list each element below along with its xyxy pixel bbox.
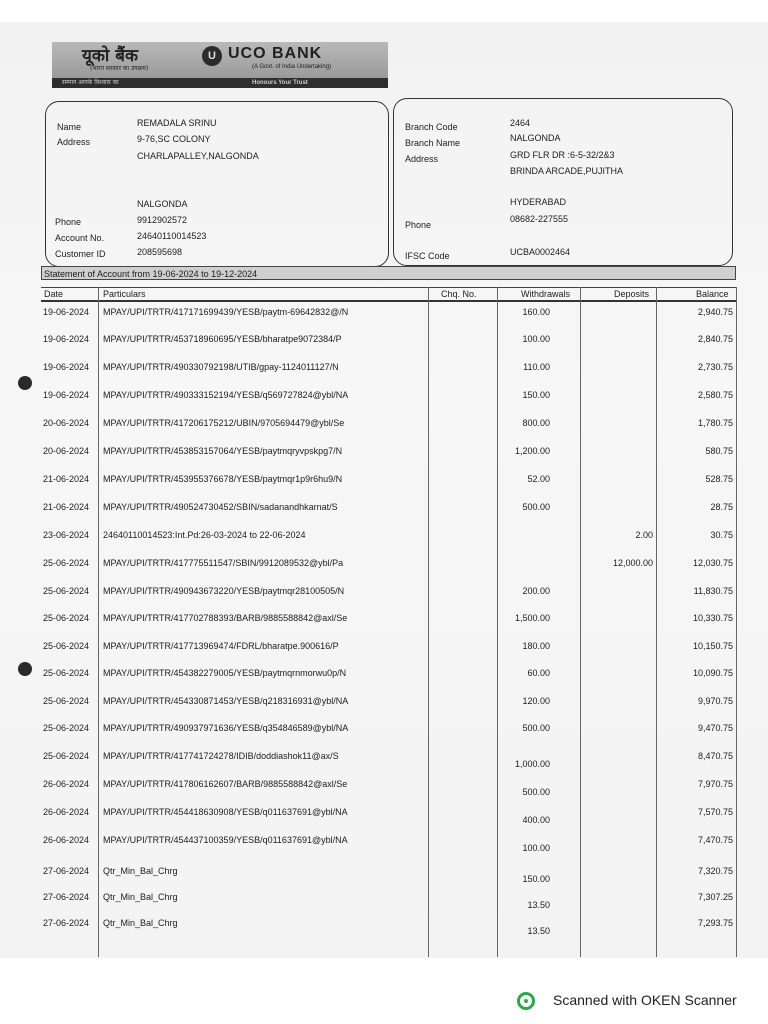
row-date: 19-06-2024	[43, 362, 90, 372]
row-balance: 528.75	[705, 474, 733, 484]
bank-tagline-bar	[52, 78, 388, 88]
row-date: 20-06-2024	[43, 446, 90, 456]
header-date: Date	[44, 289, 64, 299]
row-particulars: MPAY/UPI/TRTR/490524730452/SBIN/sadanandhkarnat/S	[103, 502, 338, 512]
customer-address-line2: CHARLAPALLEY,NALGONDA	[137, 151, 259, 161]
row-particulars: MPAY/UPI/TRTR/490943673220/YESB/paytmqr28100505/N	[103, 586, 345, 596]
row-withdrawal: 500.00	[522, 723, 550, 733]
bank-name: UCO BANK	[228, 45, 323, 62]
row-particulars: MPAY/UPI/TRTR/417806162607/BARB/9885588842@axl/Se	[103, 779, 348, 789]
row-particulars: MPAY/UPI/TRTR/490333152194/YESB/q569727824@ybl/NA	[103, 390, 349, 400]
row-date: 25-06-2024	[43, 558, 90, 568]
row-withdrawal: 400.00	[522, 815, 550, 825]
header-deposits: Deposits	[614, 289, 650, 299]
branch-code: 2464	[510, 118, 531, 128]
row-balance: 580.75	[705, 446, 733, 456]
row-date: 26-06-2024	[43, 807, 90, 817]
branch-phone: 08682-227555	[510, 214, 569, 224]
row-withdrawal: 13.50	[527, 926, 550, 936]
row-withdrawal: 150.00	[522, 390, 550, 400]
row-particulars: MPAY/UPI/TRTR/417206175212/UBIN/9705694479@ybl/Se	[103, 418, 345, 428]
row-date: 25-06-2024	[43, 723, 90, 733]
row-date: 25-06-2024	[43, 696, 90, 706]
row-balance: 10,150.75	[692, 641, 733, 651]
table-header	[41, 287, 736, 302]
row-date: 19-06-2024	[43, 307, 90, 317]
row-date: 26-06-2024	[43, 835, 90, 845]
row-particulars: MPAY/UPI/TRTR/454382279005/YESB/paytmqrnmorwu0p/N	[103, 668, 347, 678]
row-balance: 12,030.75	[692, 558, 733, 568]
header-balance: Balance	[696, 289, 729, 299]
row-balance: 7,470.75	[697, 835, 733, 845]
branch-address-line1: GRD FLR DR :6-5-32/2&3	[510, 150, 615, 160]
row-particulars: MPAY/UPI/TRTR/417775511547/SBIN/9912089532@ybl/Pa	[103, 558, 344, 568]
row-withdrawal: 500.00	[522, 502, 550, 512]
row-particulars: MPAY/UPI/TRTR/453955376678/YESB/paytmqr1p9r6hu9/N	[103, 474, 343, 484]
row-withdrawal: 1,200.00	[514, 446, 550, 456]
branch-address-line2: BRINDA ARCADE,PUJITHA	[510, 166, 624, 176]
customer-city: NALGONDA	[137, 199, 188, 209]
row-balance: 8,470.75	[697, 751, 733, 761]
row-date: 27-06-2024	[43, 918, 90, 928]
row-balance: 7,307.25	[697, 892, 733, 902]
row-date: 25-06-2024	[43, 613, 90, 623]
row-withdrawal: 150.00	[522, 874, 550, 884]
row-date: 19-06-2024	[43, 390, 90, 400]
oken-scanner-logo-icon	[517, 992, 535, 1010]
punch-hole	[18, 376, 32, 390]
row-date: 27-06-2024	[43, 866, 90, 876]
row-particulars: 24640110014523:Int.Pd:26-03-2024 to 22-06-2024	[103, 530, 306, 540]
row-balance: 30.75	[710, 530, 733, 540]
row-withdrawal: 160.00	[522, 307, 550, 317]
row-particulars: Qtr_Min_Bal_Chrg	[103, 892, 178, 902]
bank-logo	[52, 42, 388, 78]
row-particulars: MPAY/UPI/TRTR/417713969474/FDRL/bharatpe.900616/P	[103, 641, 339, 651]
row-withdrawal: 180.00	[522, 641, 550, 651]
bank-name-hindi: यूको बैंक	[82, 46, 139, 66]
row-particulars: MPAY/UPI/TRTR/454437100359/YESB/q011637691@ybl/NA	[103, 835, 348, 845]
row-balance: 9,970.75	[697, 696, 733, 706]
row-date: 21-06-2024	[43, 502, 90, 512]
row-balance: 2,940.75	[697, 307, 733, 317]
column-divider	[580, 287, 581, 957]
row-balance: 10,330.75	[692, 613, 733, 623]
branch-name-label: Branch Name	[405, 138, 461, 148]
row-particulars: MPAY/UPI/TRTR/490937971636/YESB/q354846589@ybl/NA	[103, 723, 349, 733]
punch-hole	[18, 662, 32, 676]
ifsc-code-label: IFSC Code	[405, 251, 450, 261]
row-particulars: MPAY/UPI/TRTR/490330792198/UTIB/gpay-1124011127/N	[103, 362, 339, 372]
row-date: 26-06-2024	[43, 779, 90, 789]
row-date: 25-06-2024	[43, 641, 90, 651]
bank-subtitle: (A Govt. of India Undertaking)	[252, 64, 332, 70]
row-date: 21-06-2024	[43, 474, 90, 484]
row-balance: 7,320.75	[697, 866, 733, 876]
row-withdrawal: 13.50	[527, 900, 550, 910]
customer-name: REMADALA SRINU	[137, 118, 217, 128]
row-particulars: MPAY/UPI/TRTR/453718960695/YESB/bharatpe9072384/P	[103, 334, 342, 344]
branch-address-label: Address	[405, 154, 439, 164]
row-date: 25-06-2024	[43, 751, 90, 761]
customer-phone: 9912902572	[137, 215, 188, 225]
row-balance: 11,830.75	[693, 586, 733, 596]
row-particulars: MPAY/UPI/TRTR/417702788393/BARB/9885588842@axl/Se	[103, 613, 348, 623]
account-number: 24640110014523	[137, 231, 207, 241]
bank-subtitle-hindi: (भारत सरकार का उपक्रम)	[90, 65, 149, 72]
row-date: 27-06-2024	[43, 892, 90, 902]
customer-address-label: Address	[57, 137, 91, 147]
column-divider	[428, 287, 429, 957]
row-withdrawal: 60.00	[527, 668, 550, 678]
bank-tagline-hindi: सम्मान आपके विश्वास का	[62, 79, 119, 86]
row-withdrawal: 500.00	[522, 787, 550, 797]
row-date: 19-06-2024	[43, 334, 90, 344]
column-divider	[98, 287, 99, 957]
row-particulars: MPAY/UPI/TRTR/417741724278/IDIB/doddiashok11@ax/S	[103, 751, 339, 761]
row-balance: 2,580.75	[697, 390, 733, 400]
customer-address-line1: 9-76,SC COLONY	[137, 134, 211, 144]
row-balance: 7,293.75	[697, 918, 733, 928]
row-date: 25-06-2024	[43, 586, 90, 596]
row-withdrawal: 120.00	[522, 696, 550, 706]
customer-id-label: Customer ID	[55, 249, 106, 259]
row-withdrawal: 100.00	[522, 334, 550, 344]
row-balance: 7,570.75	[697, 807, 733, 817]
row-withdrawal: 200.00	[522, 586, 550, 596]
row-withdrawal: 110.00	[523, 362, 550, 372]
row-balance: 10,090.75	[692, 668, 733, 678]
row-withdrawal: 52.00	[527, 474, 550, 484]
row-particulars: MPAY/UPI/TRTR/454330871453/YESB/q218316931@ybl/NA	[103, 696, 349, 706]
row-particulars: MPAY/UPI/TRTR/454418630908/YESB/q011637691@ybl/NA	[103, 807, 348, 817]
ifsc-code: UCBA0002464	[510, 247, 571, 257]
branch-phone-label: Phone	[405, 220, 432, 230]
row-particulars: MPAY/UPI/TRTR/417171699439/YESB/paytm-69642832@/N	[103, 307, 349, 317]
row-balance: 7,970.75	[697, 779, 733, 789]
customer-phone-label: Phone	[55, 217, 82, 227]
row-balance: 1,780.75	[697, 418, 733, 428]
branch-name: NALGONDA	[510, 133, 561, 143]
customer-id: 208595698	[137, 247, 183, 257]
row-deposit: 12,000.00	[612, 558, 653, 568]
branch-city: HYDERABAD	[510, 197, 567, 207]
row-withdrawal: 800.00	[522, 418, 550, 428]
branch-code-label: Branch Code	[405, 122, 458, 132]
row-date: 23-06-2024	[43, 530, 90, 540]
header-particulars: Particulars	[103, 289, 146, 299]
account-number-label: Account No.	[55, 233, 105, 243]
statement-period: Statement of Account from 19-06-2024 to 19-12-2024	[41, 266, 736, 280]
row-balance: 9,470.75	[697, 723, 733, 733]
row-particulars: Qtr_Min_Bal_Chrg	[103, 866, 178, 876]
row-withdrawal: 1,000.00	[514, 759, 550, 769]
row-deposit: 2.00	[635, 530, 653, 540]
bank-tagline: Honours Your Trust	[252, 80, 308, 86]
row-balance: 28.75	[710, 502, 733, 512]
row-particulars: MPAY/UPI/TRTR/453853157064/YESB/paytmqryvpskpg7/N	[103, 446, 343, 456]
header-chq-no: Chq. No.	[441, 289, 477, 299]
row-date: 25-06-2024	[43, 668, 90, 678]
row-particulars: Qtr_Min_Bal_Chrg	[103, 918, 178, 928]
row-balance: 2,730.75	[697, 362, 733, 372]
row-withdrawal: 1,500.00	[514, 613, 550, 623]
column-divider	[736, 287, 737, 957]
bank-emblem-icon: U	[202, 46, 222, 66]
row-balance: 2,840.75	[697, 334, 733, 344]
header-withdrawals: Withdrawals	[521, 289, 571, 299]
row-date: 20-06-2024	[43, 418, 90, 428]
customer-name-label: Name	[57, 122, 82, 132]
scanner-watermark: Scanned with OKEN Scanner	[553, 992, 737, 1008]
row-withdrawal: 100.00	[522, 843, 550, 853]
